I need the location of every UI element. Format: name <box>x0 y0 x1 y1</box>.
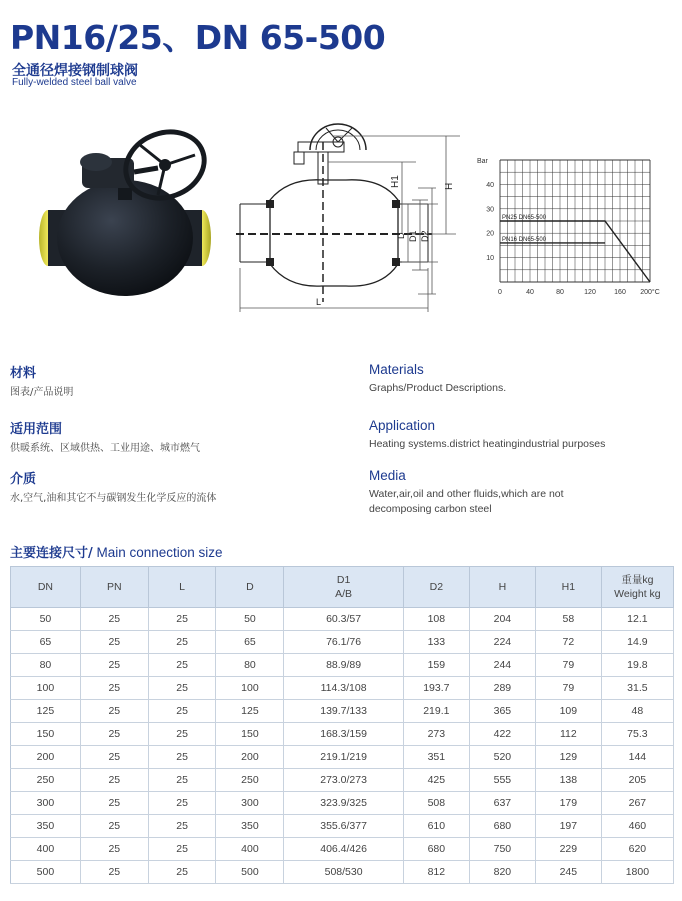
table-cell: 133 <box>403 631 469 654</box>
materials-en <box>369 362 599 396</box>
table-cell: 500 <box>216 861 284 884</box>
table-cell: 820 <box>469 861 535 884</box>
table-cell: 400 <box>11 838 81 861</box>
table-cell: 108 <box>403 608 469 631</box>
valve-photo <box>30 110 230 305</box>
table-cell: 25 <box>148 631 216 654</box>
table-cell: 129 <box>535 746 601 769</box>
media-en-heading: Media <box>369 468 406 483</box>
materials-en-text: Graphs/Product Descriptions. <box>369 382 507 394</box>
media-cn-heading: 介质 <box>10 472 37 487</box>
table-cell: 58 <box>535 608 601 631</box>
table-cell: 350 <box>216 815 284 838</box>
table-cell: 114.3/108 <box>284 677 403 700</box>
table-cell: 637 <box>469 792 535 815</box>
table-cell: 79 <box>535 677 601 700</box>
table-cell: 555 <box>469 769 535 792</box>
materials-cn-text: 图表/产品说明 <box>10 387 74 398</box>
dimension-drawing <box>232 112 468 317</box>
table-cell: 300 <box>11 792 81 815</box>
table-row <box>11 677 674 700</box>
table-cell: 406.4/426 <box>284 838 403 861</box>
table-cell: 80 <box>216 654 284 677</box>
table-cell: 31.5 <box>601 677 673 700</box>
table-cell: 197 <box>535 815 601 838</box>
table-cell: 750 <box>469 838 535 861</box>
table-header-label: D <box>246 581 254 593</box>
table-header-cell <box>216 567 284 608</box>
table-cell: 508/530 <box>284 861 403 884</box>
table-cell: 12.1 <box>601 608 673 631</box>
table-cell: 200 <box>216 746 284 769</box>
table-cell: 25 <box>148 723 216 746</box>
dimensions-table <box>10 566 674 884</box>
table-cell: 65 <box>11 631 81 654</box>
table-cell: 25 <box>80 815 148 838</box>
table-row <box>11 700 674 723</box>
table-cell: 25 <box>80 746 148 769</box>
table-cell: 168.3/159 <box>284 723 403 746</box>
dim-label-d2: D2 <box>420 230 430 242</box>
subtitle-english: Fully-welded steel ball valve <box>12 77 137 88</box>
application-en-text: Heating systems.district heatingindustrial purposes <box>369 438 606 450</box>
table-cell: 150 <box>216 723 284 746</box>
table-cell: 25 <box>148 815 216 838</box>
table-cell: 25 <box>80 723 148 746</box>
table-header-cell <box>469 567 535 608</box>
table-cell: 204 <box>469 608 535 631</box>
table-cell: 25 <box>80 838 148 861</box>
table-row <box>11 815 674 838</box>
media-en-text: Water,air,oil and other fluids,which are not decomposing carbon steel <box>369 488 564 515</box>
table-cell: 219.1/219 <box>284 746 403 769</box>
table-cell: 224 <box>469 631 535 654</box>
table-cell: 19.8 <box>601 654 673 677</box>
table-cell: 79 <box>535 654 601 677</box>
table-cell: 25 <box>80 861 148 884</box>
table-cell: 200 <box>11 746 81 769</box>
table-cell: 179 <box>535 792 601 815</box>
table-cell: 400 <box>216 838 284 861</box>
table-header-label: H1 <box>561 581 576 593</box>
table-cell: 610 <box>403 815 469 838</box>
table-body <box>11 608 674 884</box>
table-cell: 25 <box>148 608 216 631</box>
table-cell: 520 <box>469 746 535 769</box>
materials-cn-heading: 材料 <box>10 366 37 381</box>
table-header-label: D1 <box>336 574 351 586</box>
table-header-cell <box>148 567 216 608</box>
media-cn-text: 水,空气,油和其它不与碳钢发生化学反应的流体 <box>10 493 217 504</box>
chart-series-label: PN16 DN65-500 <box>502 236 547 243</box>
table-header-sublabel: Weight kg <box>614 588 661 600</box>
table-cell: 125 <box>216 700 284 723</box>
chart-y-tick-label: 20 <box>486 230 494 238</box>
table-cell: 273 <box>403 723 469 746</box>
table-cell: 680 <box>469 815 535 838</box>
table-cell: 65 <box>216 631 284 654</box>
table-cell: 25 <box>148 677 216 700</box>
table-cell: 1800 <box>601 861 673 884</box>
table-cell: 205 <box>601 769 673 792</box>
table-title-en: Main connection size <box>92 545 223 560</box>
chart-y-tick-label: 10 <box>486 255 494 263</box>
table-cell: 25 <box>80 677 148 700</box>
table-cell: 144 <box>601 746 673 769</box>
table-cell: 273.0/273 <box>284 769 403 792</box>
table-row <box>11 654 674 677</box>
table-header-label: L <box>179 581 186 593</box>
table-cell: 25 <box>148 792 216 815</box>
dim-label-l: L <box>316 297 322 307</box>
page-title: PN16/25、DN 65-500 <box>10 18 386 57</box>
table-header-cell <box>284 567 403 608</box>
table-row <box>11 838 674 861</box>
table-cell: 25 <box>80 631 148 654</box>
table-cell: 88.9/89 <box>284 654 403 677</box>
table-row <box>11 631 674 654</box>
table-cell: 680 <box>403 838 469 861</box>
chart-x-tick-label: 0 <box>498 289 502 296</box>
table-cell: 76.1/76 <box>284 631 403 654</box>
application-cn-heading: 适用范围 <box>10 422 63 437</box>
table-cell: 50 <box>11 608 81 631</box>
table-row <box>11 792 674 815</box>
table-cell: 289 <box>469 677 535 700</box>
application-en <box>369 418 649 452</box>
application-cn <box>10 418 200 456</box>
table-cell: 159 <box>403 654 469 677</box>
table-header-row <box>11 567 674 608</box>
table-cell: 25 <box>80 654 148 677</box>
materials-cn <box>10 362 73 400</box>
table-cell: 48 <box>601 700 673 723</box>
table-header-cell <box>403 567 469 608</box>
table-header-sublabel: A/B <box>335 588 353 600</box>
table-cell: 25 <box>148 838 216 861</box>
table-cell: 75.3 <box>601 723 673 746</box>
media-cn <box>10 468 216 506</box>
table-cell: 125 <box>11 700 81 723</box>
table-cell: 139.7/133 <box>284 700 403 723</box>
table-cell: 620 <box>601 838 673 861</box>
materials-en-heading: Materials <box>369 362 424 377</box>
table-cell: 80 <box>11 654 81 677</box>
chart-x-tick-label: 40 <box>526 289 534 296</box>
table-header-cell <box>11 567 81 608</box>
chart-y-tick-label: 30 <box>486 206 494 214</box>
table-cell: 422 <box>469 723 535 746</box>
table-cell: 25 <box>148 654 216 677</box>
table-cell: 25 <box>80 792 148 815</box>
chart-x-tick-label: 80 <box>556 289 564 296</box>
table-cell: 355.6/377 <box>284 815 403 838</box>
table-cell: 460 <box>601 815 673 838</box>
table-title <box>10 542 223 561</box>
table-cell: 351 <box>403 746 469 769</box>
table-header-label: PN <box>106 581 122 593</box>
application-en-heading: Application <box>369 418 436 433</box>
chart-x-tick-label: 120 <box>584 289 596 296</box>
table-cell: 112 <box>535 723 601 746</box>
table-header-cell <box>601 567 673 608</box>
chart-x-tick-label: 160 <box>614 289 626 296</box>
chart-series-label: PN25 DN65-500 <box>502 215 547 221</box>
table-cell: 60.3/57 <box>284 608 403 631</box>
table-row <box>11 608 674 631</box>
application-cn-text: 供暖系统、区域供热、工业用途、城市燃气 <box>10 443 200 454</box>
table-cell: 300 <box>216 792 284 815</box>
table-cell: 50 <box>216 608 284 631</box>
table-header-label: D2 <box>429 581 444 593</box>
chart-y-tick-label: 40 <box>486 181 494 189</box>
table-cell: 812 <box>403 861 469 884</box>
table-cell: 193.7 <box>403 677 469 700</box>
table-cell: 245 <box>535 861 601 884</box>
dim-label-d1: D1 <box>408 230 418 242</box>
table-cell: 350 <box>11 815 81 838</box>
table-cell: 25 <box>80 700 148 723</box>
subtitle-chinese: 全通径焊接钢制球阀 <box>12 63 138 79</box>
table-cell: 250 <box>216 769 284 792</box>
table-row <box>11 769 674 792</box>
table-header-cell <box>535 567 601 608</box>
table-title-cn: 主要连接尺寸/ <box>10 546 93 561</box>
table-cell: 323.9/325 <box>284 792 403 815</box>
table-cell: 267 <box>601 792 673 815</box>
table-cell: 25 <box>148 769 216 792</box>
table-header-label: DN <box>37 581 54 593</box>
table-row <box>11 861 674 884</box>
table-cell: 150 <box>11 723 81 746</box>
table-header-label: H <box>498 581 507 593</box>
chart-x-tick-label: 200°C <box>640 289 660 296</box>
table-cell: 72 <box>535 631 601 654</box>
table-cell: 229 <box>535 838 601 861</box>
table-cell: 25 <box>80 608 148 631</box>
chart-y-axis-label: Bar <box>477 158 488 165</box>
table-cell: 25 <box>148 746 216 769</box>
dim-label-h: H <box>444 182 455 190</box>
table-cell: 508 <box>403 792 469 815</box>
media-en <box>369 468 599 517</box>
table-cell: 425 <box>403 769 469 792</box>
table-cell: 25 <box>148 700 216 723</box>
pressure-temperature-chart <box>472 152 672 307</box>
table-cell: 244 <box>469 654 535 677</box>
table-cell: 500 <box>11 861 81 884</box>
table-cell: 365 <box>469 700 535 723</box>
dim-label-d: D <box>396 232 406 239</box>
table-cell: 25 <box>148 861 216 884</box>
table-cell: 100 <box>11 677 81 700</box>
table-cell: 109 <box>535 700 601 723</box>
table-header-label: 重量kg <box>621 574 654 586</box>
table-cell: 25 <box>80 769 148 792</box>
table-row <box>11 723 674 746</box>
table-cell: 250 <box>11 769 81 792</box>
table-row <box>11 746 674 769</box>
table-header-cell <box>80 567 148 608</box>
table-cell: 219.1 <box>403 700 469 723</box>
table-cell: 14.9 <box>601 631 673 654</box>
table-cell: 100 <box>216 677 284 700</box>
dim-label-h1: H1 <box>390 175 401 188</box>
table-cell: 138 <box>535 769 601 792</box>
